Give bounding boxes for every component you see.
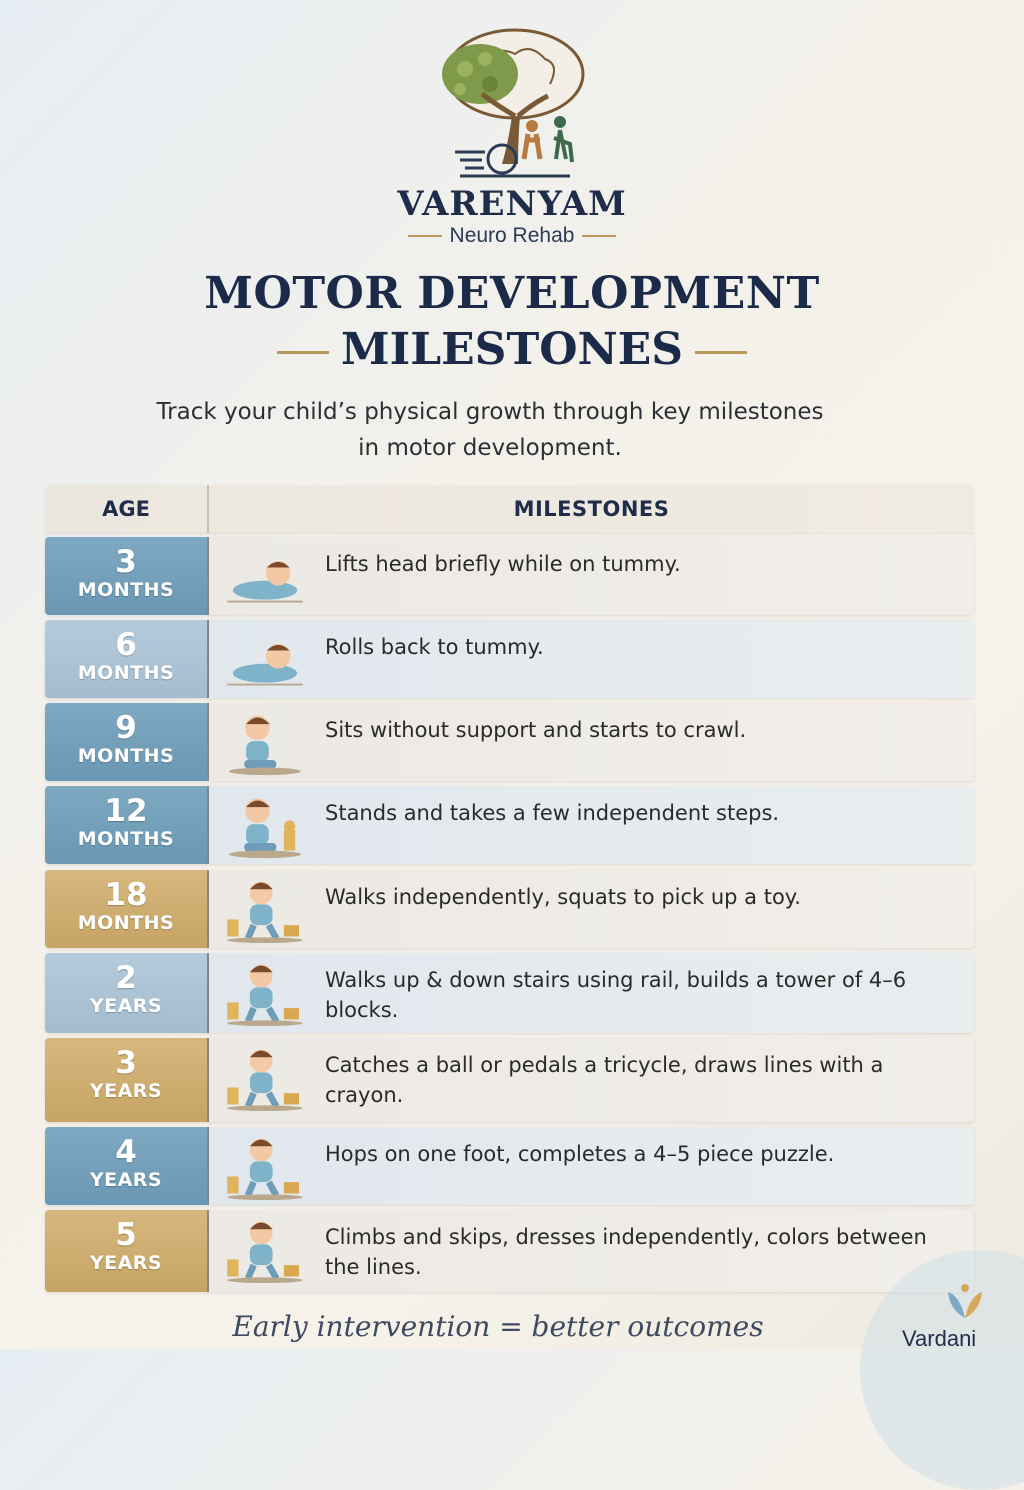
toddler-squatting-icon [217, 876, 313, 948]
milestone-text: Lifts head briefly while on tummy. [325, 552, 681, 576]
age-number: 3 [115, 544, 137, 580]
age-cell [45, 1210, 207, 1292]
divider [695, 351, 747, 354]
column-divider [207, 1038, 209, 1122]
age-cell [45, 953, 207, 1033]
age-unit: YEARS [89, 1080, 163, 1102]
age-cell [45, 537, 207, 615]
milestone-text: Catches a ball or pedals a tricycle, draws lines with a crayon. [325, 1053, 884, 1107]
age-cell [45, 1038, 207, 1122]
brand-tagline [0, 224, 1024, 248]
column-divider [207, 1210, 209, 1292]
title-text: MILESTONES [340, 324, 684, 375]
intro-text: Track your child’s physical growth through key milestones in motor development. [156, 399, 824, 461]
age-cell [45, 703, 207, 781]
table-row [45, 870, 974, 948]
age-number: 2 [115, 960, 137, 996]
table-row [45, 537, 974, 615]
column-divider [207, 953, 209, 1033]
age-number: 5 [115, 1217, 137, 1253]
divider [582, 235, 616, 237]
table-row [45, 786, 974, 864]
baby-rolling-icon [217, 626, 313, 698]
age-unit: MONTHS [77, 745, 175, 767]
age-number: 3 [115, 1045, 137, 1081]
partner-name: Vardani [902, 1326, 977, 1351]
brand-name: VARENYAM [397, 184, 627, 224]
age-unit: YEARS [89, 995, 163, 1017]
table-row [45, 620, 974, 698]
age-unit: MONTHS [77, 912, 175, 934]
age-unit: YEARS [89, 1169, 163, 1191]
page-title-line1: MOTOR DEVELOPMENT [204, 268, 820, 319]
toddler-stairs-icon [217, 959, 313, 1031]
column-divider [207, 1127, 209, 1205]
column-divider [207, 786, 209, 864]
age-number: 4 [115, 1134, 137, 1170]
baby-sitting-icon [217, 709, 313, 781]
milestone-text: Hops on one foot, completes a 4–5 piece puzzle. [325, 1142, 835, 1166]
tagline-text: Neuro Rehab [449, 224, 575, 247]
column-divider [207, 537, 209, 615]
milestone-text: Walks independently, squats to pick up a toy. [325, 885, 801, 909]
table-row [45, 1038, 974, 1122]
age-unit: YEARS [89, 1252, 163, 1274]
baby-standing-icon [217, 792, 313, 864]
column-divider [207, 620, 209, 698]
child-climbing-icon [217, 1216, 313, 1288]
table-row [45, 953, 974, 1033]
age-unit: MONTHS [77, 662, 175, 684]
milestone-text: Walks up & down stairs using rail, builds a tower of 4–6 blocks. [325, 968, 907, 1022]
age-column-header: AGE [45, 485, 209, 533]
child-ball-icon [217, 1044, 313, 1116]
table-row [45, 703, 974, 781]
age-cell [45, 786, 207, 864]
milestones-column-header: MILESTONES [513, 497, 670, 521]
column-divider [207, 870, 209, 948]
age-number: 18 [104, 877, 148, 913]
age-cell [45, 620, 207, 698]
milestone-text: Sits without support and starts to crawl. [325, 718, 747, 742]
milestones-table [45, 485, 974, 1279]
age-number: 9 [115, 710, 137, 746]
age-number: 6 [115, 627, 137, 663]
divider [408, 235, 442, 237]
divider [277, 351, 329, 354]
footer-slogan: Early intervention = better outcomes [232, 1310, 764, 1343]
baby-on-tummy-icon [217, 543, 313, 615]
milestone-text: Rolls back to tummy. [325, 635, 544, 659]
milestone-text: Stands and takes a few independent steps. [325, 801, 780, 825]
page-title-line2 [0, 324, 1024, 375]
age-number: 12 [104, 793, 148, 829]
table-row [45, 1127, 974, 1205]
varenyam-logo-icon [420, 24, 610, 186]
table-row [45, 1210, 974, 1292]
table-header [45, 485, 974, 533]
age-unit: MONTHS [77, 579, 175, 601]
age-cell [45, 1127, 207, 1205]
age-cell [45, 870, 207, 948]
child-hopping-icon [217, 1133, 313, 1205]
column-divider [207, 703, 209, 781]
milestone-text: Climbs and skips, dresses independently, colors between the lines. [325, 1225, 927, 1279]
age-unit: MONTHS [77, 828, 175, 850]
